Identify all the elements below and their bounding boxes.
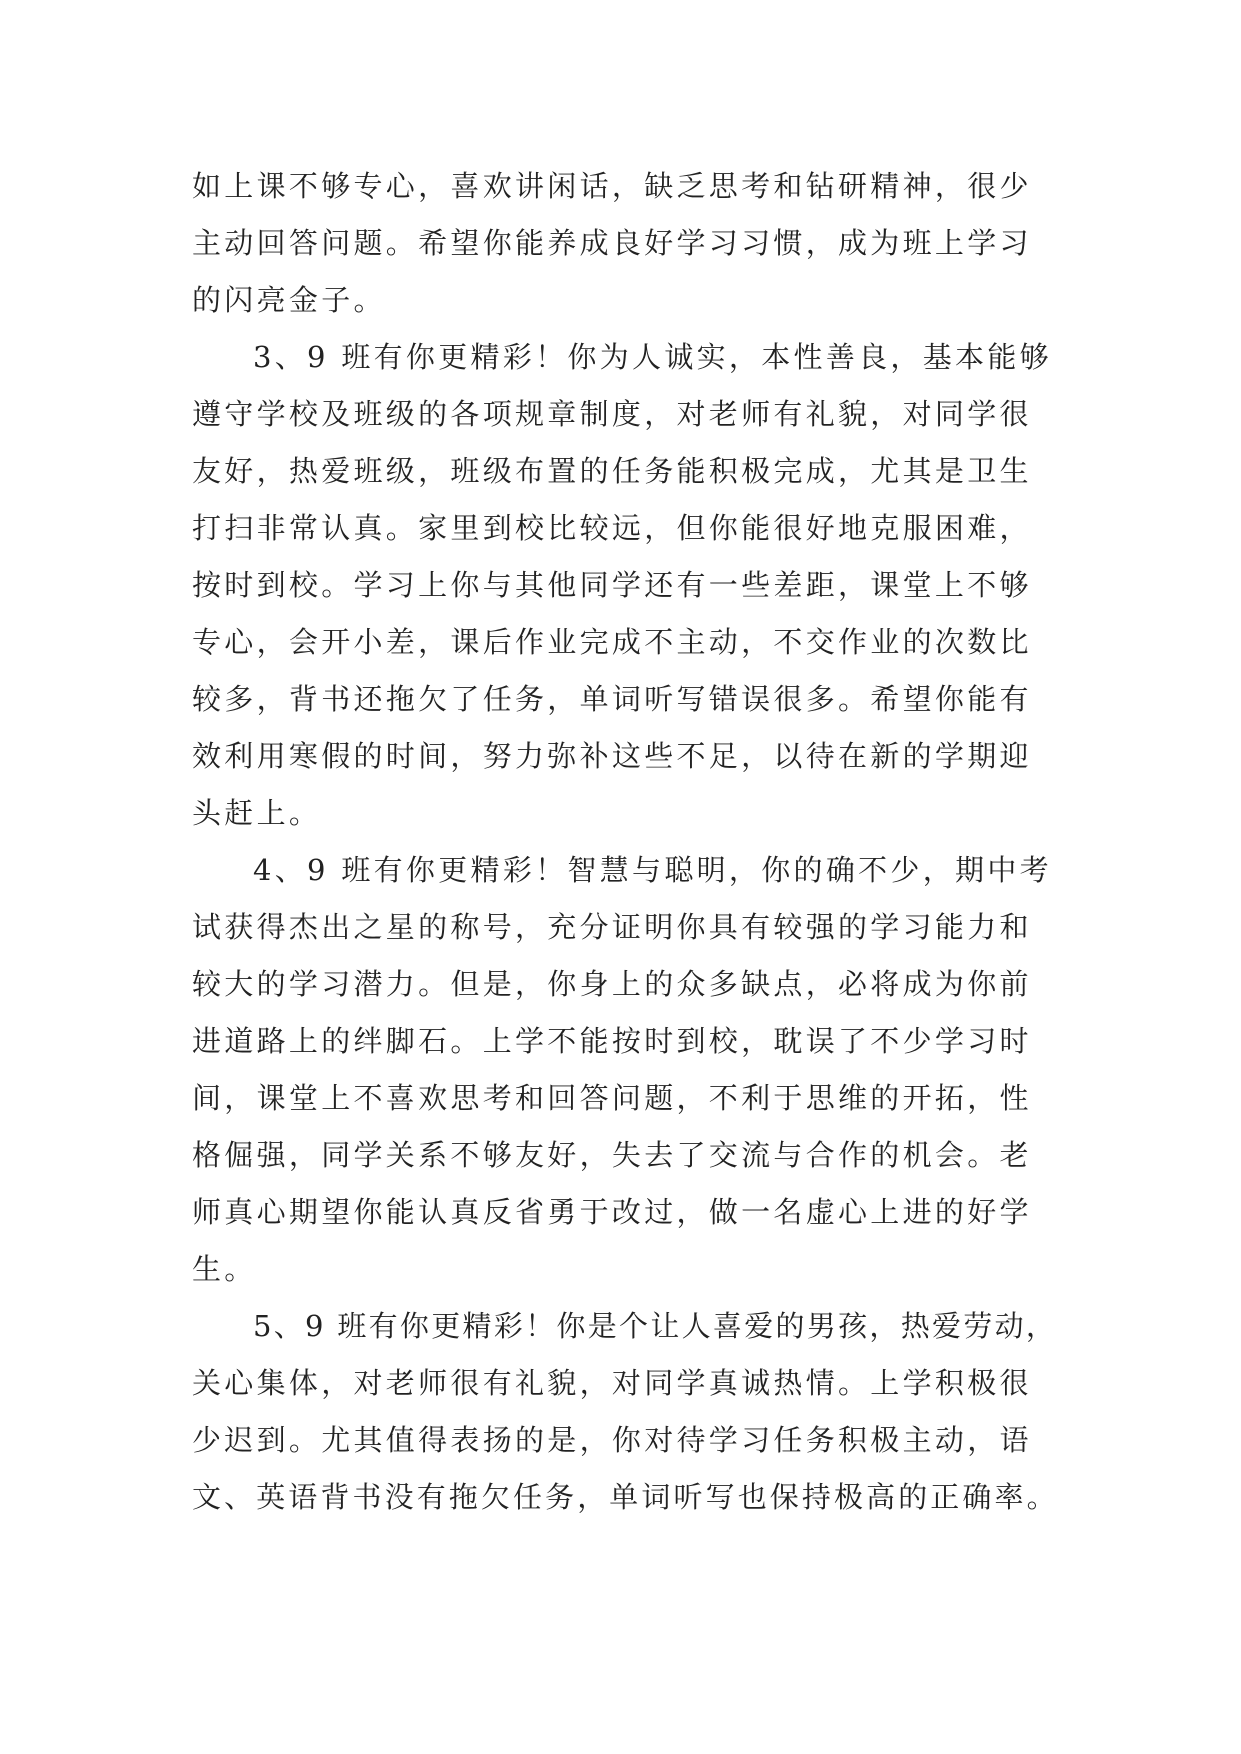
text-line: 进道路上的绊脚石。上学不能按时到校，耽误了不少学习时 bbox=[192, 1024, 1032, 1058]
text-line: 较大的学习潜力。但是，你身上的众多缺点，必将成为你前 bbox=[192, 967, 1032, 1001]
text-line: 头赶上。 bbox=[192, 796, 322, 830]
text-line: 效利用寒假的时间，努力弥补这些不足，以待在新的学期迎 bbox=[192, 739, 1032, 773]
paragraph-5-first-line: 5、9 班有你更精彩！你是个让人喜爱的男孩，热爱劳动， bbox=[253, 1309, 1058, 1343]
text-line: 师真心期望你能认真反省勇于改过，做一名虚心上进的好学 bbox=[192, 1195, 1032, 1229]
text-line: 生。 bbox=[192, 1252, 257, 1286]
text-line: 文、英语背书没有拖欠任务，单词听写也保持极高的正确率。 bbox=[192, 1480, 1059, 1514]
text-line: 如上课不够专心，喜欢讲闲话，缺乏思考和钻研精神，很少 bbox=[192, 169, 1032, 203]
paragraph-4-first-line: 4、9 班有你更精彩！智慧与聪明，你的确不少，期中考 bbox=[253, 853, 1052, 887]
text-line: 专心，会开小差，课后作业完成不主动，不交作业的次数比 bbox=[192, 625, 1032, 659]
text-line: 打扫非常认真。家里到校比较远，但你能很好地克服困难， bbox=[192, 511, 1032, 545]
text-line: 间，课堂上不喜欢思考和回答问题，不利于思维的开拓，性 bbox=[192, 1081, 1032, 1115]
text-line: 按时到校。学习上你与其他同学还有一些差距，课堂上不够 bbox=[192, 568, 1032, 602]
text-line: 格倔强，同学关系不够友好，失去了交流与合作的机会。老 bbox=[192, 1138, 1032, 1172]
text-line: 的闪亮金子。 bbox=[192, 283, 386, 317]
text-line: 关心集体，对老师很有礼貌，对同学真诚热情。上学积极很 bbox=[192, 1366, 1032, 1400]
text-line: 友好，热爱班级，班级布置的任务能积极完成，尤其是卫生 bbox=[192, 454, 1032, 488]
text-line: 遵守学校及班级的各项规章制度，对老师有礼貌，对同学很 bbox=[192, 397, 1032, 431]
text-line: 较多，背书还拖欠了任务，单词听写错误很多。希望你能有 bbox=[192, 682, 1032, 716]
paragraph-3-first-line: 3、9 班有你更精彩！你为人诚实，本性善良，基本能够 bbox=[253, 340, 1052, 374]
text-line: 主动回答问题。希望你能养成良好学习习惯，成为班上学习 bbox=[192, 226, 1032, 260]
text-line: 试获得杰出之星的称号，充分证明你具有较强的学习能力和 bbox=[192, 910, 1032, 944]
text-line: 少迟到。尤其值得表扬的是，你对待学习任务积极主动，语 bbox=[192, 1423, 1032, 1457]
